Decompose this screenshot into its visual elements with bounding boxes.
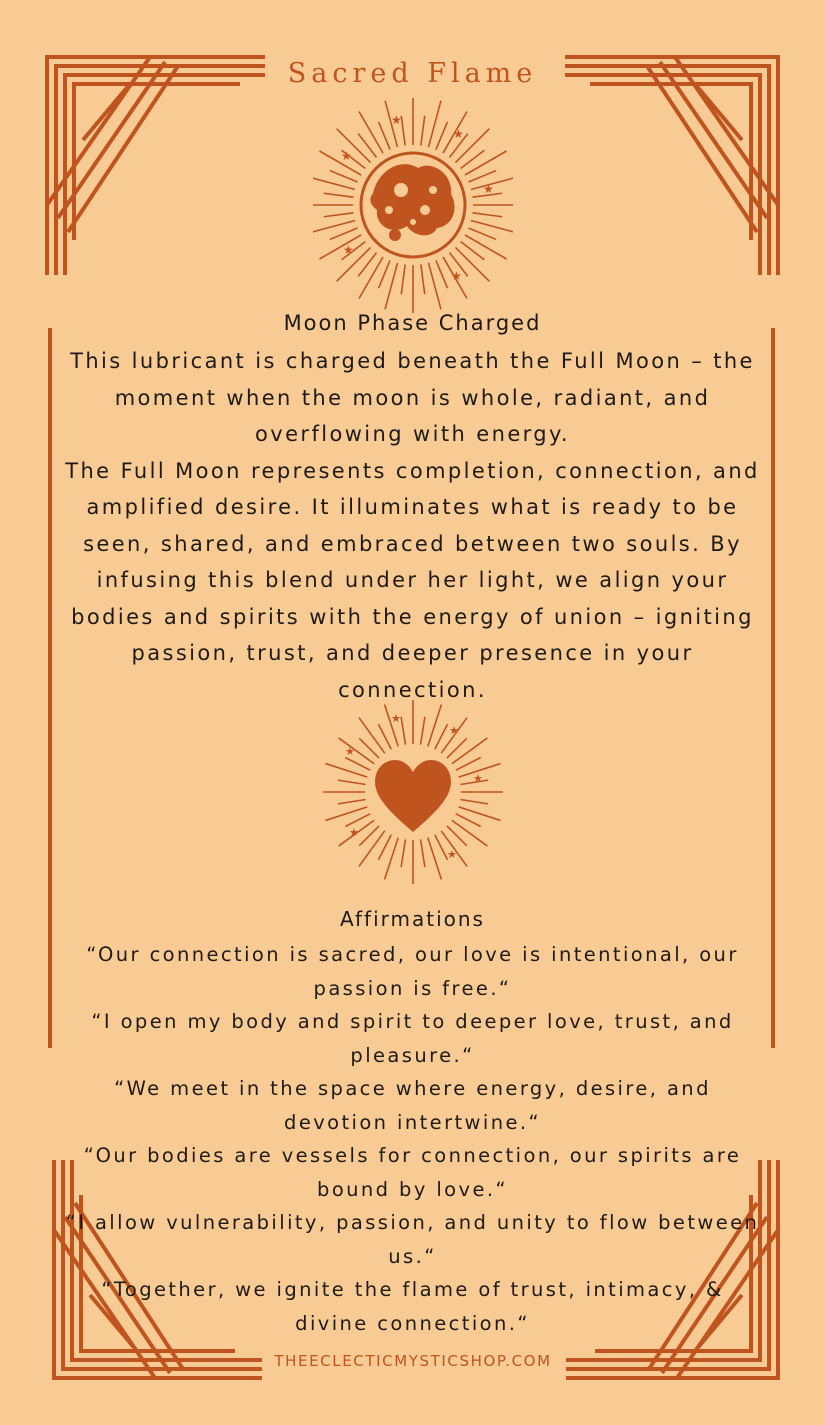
sunburst-ray (379, 260, 390, 288)
sunburst-ray (435, 835, 448, 860)
sunburst-ray (359, 257, 383, 299)
website-url: THEECLECTICMYSTICSHOP.COM (274, 1352, 552, 1370)
svg-text:★: ★ (473, 772, 483, 785)
sunburst-ray (435, 724, 448, 749)
sunburst-ray (456, 757, 481, 770)
affirmations-title: Affirmations (340, 907, 485, 931)
sunburst-ray (465, 235, 507, 259)
svg-text:★: ★ (391, 712, 401, 725)
sunburst-ray (421, 717, 425, 745)
affirmation-item: “We meet in the space where energy, desire, and devotion intertwine.“ (114, 1077, 711, 1134)
svg-text:★: ★ (349, 826, 359, 839)
affirmations-list (62, 938, 763, 1340)
sunburst-ray (359, 111, 383, 153)
sunburst-ray (421, 264, 425, 294)
sunburst-ray (359, 831, 385, 867)
svg-text:★: ★ (483, 182, 494, 196)
sunburst-ray (324, 213, 354, 217)
svg-text:★: ★ (449, 724, 459, 737)
moon-section-body (55, 343, 770, 708)
sunburst-ray (401, 839, 405, 867)
sunburst-ray (324, 193, 354, 197)
affirmation-item: “Our connection is sacred, our love is intentional, our passion is free.“ (86, 943, 739, 1000)
sunburst-ray (421, 116, 425, 146)
sunburst-ray (345, 757, 370, 770)
svg-text:★: ★ (341, 149, 352, 163)
moon-paragraph: The Full Moon represents completion, connection, and amplified desire. It illuminates what is ready to be seen, shared, and embraced between two souls. By infusing this blend under her light, we align your bodies and spirits with the energy of union – igniting passion, trust, and deeper presence in your connection. (65, 458, 760, 702)
sunburst-ray (468, 171, 496, 182)
sunburst-ray (330, 171, 358, 182)
sunburst-ray (452, 820, 488, 846)
affirmation-item: “Our bodies are vessels for connection, our spirits are bound by love.“ (83, 1144, 742, 1201)
affirmation-item: “I allow vulnerability, passion, and unity to flow between us.“ (65, 1211, 760, 1268)
sunburst-ray (436, 122, 447, 150)
svg-text:★: ★ (453, 127, 464, 141)
sunburst-ray (460, 800, 488, 804)
moon-paragraph: This lubricant is charged beneath the Full Moon – the moment when the moon is whole, radiant, and overflowing with energy. (70, 349, 755, 446)
sunburst-ray (401, 116, 405, 146)
moon-section-title: Moon Phase Charged (283, 311, 542, 335)
sunburst-ray (339, 738, 375, 764)
sunburst-ray (465, 151, 507, 175)
sunburst-ray (378, 724, 391, 749)
sunburst-ray (330, 228, 358, 239)
sunburst-ray (401, 717, 405, 745)
sunburst-ray (452, 738, 488, 764)
svg-text:★: ★ (343, 243, 354, 257)
sunburst-ray (421, 839, 425, 867)
sunburst-ray (378, 835, 391, 860)
sunburst-ray (338, 780, 366, 784)
svg-text:★: ★ (447, 848, 457, 861)
sunburst-ray (456, 814, 481, 827)
svg-text:★: ★ (345, 745, 355, 758)
sunburst-ray (468, 228, 496, 239)
svg-text:★: ★ (451, 269, 462, 283)
affirmation-item: “Together, we ignite the flame of trust, intimacy, & divine connection.“ (101, 1278, 724, 1335)
sunburst-ray (379, 122, 390, 150)
sunburst-ray (319, 235, 361, 259)
sunburst-ray (472, 213, 502, 217)
sunburst-ray (401, 264, 405, 294)
full-moon-icon (313, 98, 513, 316)
sunburst-ray (436, 260, 447, 288)
sunburst-ray (359, 718, 385, 754)
sunburst-ray (338, 800, 366, 804)
svg-text:★: ★ (391, 113, 402, 127)
heart-icon (323, 700, 503, 892)
affirmation-item: “I open my body and spirit to deeper love, trust, and pleasure.“ (91, 1010, 734, 1067)
brand-title: Sacred Flame (287, 58, 538, 89)
sunburst-ray (345, 814, 370, 827)
